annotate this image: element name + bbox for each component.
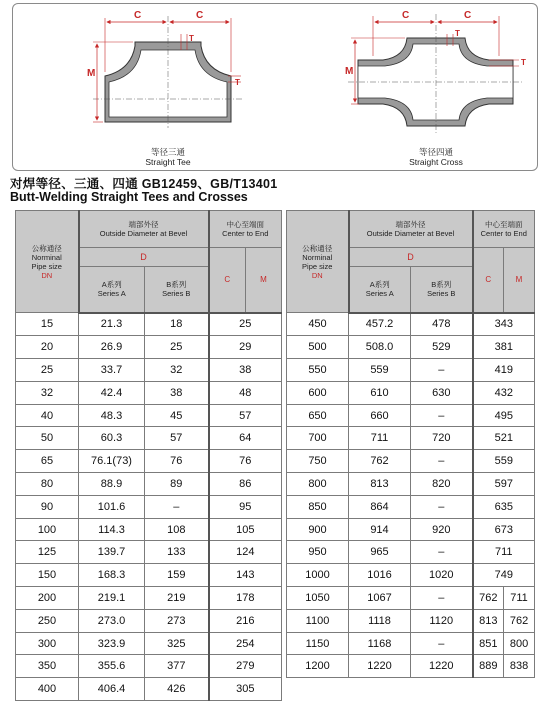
dn-cell: 125 [16,541,79,564]
cross-drawing [348,14,523,134]
center-to-end-cell: 143 [209,564,282,587]
center-to-end-cell: 29 [209,336,282,359]
series-b-cell: – [145,495,209,518]
table-row [16,404,282,427]
series-a-cell: 660 [349,404,411,427]
table-row [16,678,282,701]
series-b-cell: 1220 [411,655,473,678]
series-b-cell: 478 [411,313,473,336]
cross-dim-c-left: C [402,10,410,21]
dn-cell: 450 [287,313,349,336]
left-table-body [16,313,282,701]
table-row [16,495,282,518]
series-b-cell: 820 [411,473,473,496]
dn-cell: 400 [16,678,79,701]
series-b-cell: 325 [145,632,209,655]
m-header: M [246,248,282,313]
series-b-cell: 45 [145,404,209,427]
table-row [16,359,282,382]
m-cell: 762 [504,609,535,632]
cross-dim-m: M [345,66,354,77]
series-a-cell: 1118 [349,609,411,632]
spec-table-left [15,210,282,701]
center-to-end-cell: 521 [473,427,535,450]
tee-caption [118,147,218,167]
series-a-cell: 762 [349,450,411,473]
table-row [287,632,535,655]
c-header-right: C [473,248,504,313]
series-b-cell: – [411,632,473,655]
center-to-end-cell: 635 [473,495,535,518]
tee-dim-m: M [87,68,96,79]
dn-cell: 800 [287,473,349,496]
table-row [287,495,535,518]
series-a-cell: 1168 [349,632,411,655]
dn-cell: 20 [16,336,79,359]
series-a-cell: 60.3 [79,427,145,450]
dn-cell: 40 [16,404,79,427]
d-header-right: D [349,248,473,267]
series-b-cell: 1120 [411,609,473,632]
cte-header: 中心至端面 Center to End [209,211,282,248]
tee-caption-cn: 等径三通 [150,147,185,157]
table-row [16,609,282,632]
dn-cell: 200 [16,587,79,610]
right-table-body [287,313,535,678]
center-to-end-cell: 343 [473,313,535,336]
dn-cell: 600 [287,381,349,404]
center-to-end-cell: 495 [473,404,535,427]
series-a-cell: 1067 [349,587,411,610]
center-to-end-cell: 559 [473,450,535,473]
series-b-cell: 89 [145,473,209,496]
series-a-cell: 323.9 [79,632,145,655]
series-b-cell: 159 [145,564,209,587]
series-b-cell: 57 [145,427,209,450]
table-row [287,427,535,450]
table-row [16,564,282,587]
table-row [287,473,535,496]
table-row [16,336,282,359]
cte-header-right: 中心至端面 Center to End [473,211,535,248]
center-to-end-cell: 305 [209,678,282,701]
cross-caption-en: Straight Cross [409,157,463,167]
series-b-cell: 1020 [411,564,473,587]
c-cell: 813 [473,609,504,632]
series-a-cell: 139.7 [79,541,145,564]
tee-dim-c-right: C [196,10,204,21]
m-header-right: M [504,248,535,313]
series-a-cell: 1220 [349,655,411,678]
d-header: D [79,248,209,267]
dn-cell: 700 [287,427,349,450]
series-a-cell: 914 [349,518,411,541]
series-a-cell: 965 [349,541,411,564]
table-row [287,518,535,541]
center-to-end-cell: 254 [209,632,282,655]
series-a-cell: 355.6 [79,655,145,678]
dn-cell: 25 [16,359,79,382]
series-a-cell: 33.7 [79,359,145,382]
dn-cell: 650 [287,404,349,427]
dn-cell: 100 [16,518,79,541]
table-row [287,655,535,678]
c-cell: 889 [473,655,504,678]
center-to-end-cell: 38 [209,359,282,382]
spec-table-right [286,210,535,678]
dn-cell: 1100 [287,609,349,632]
dn-cell: 1000 [287,564,349,587]
center-to-end-cell: 76 [209,450,282,473]
series-a-header: A系列 Series A [79,267,145,313]
series-b-cell: – [411,587,473,610]
series-b-cell: 18 [145,313,209,336]
series-b-cell: 219 [145,587,209,610]
dn-cell: 1200 [287,655,349,678]
table-row [16,518,282,541]
tee-dim-t-side: T [235,78,240,87]
m-cell: 800 [504,632,535,655]
table-row [16,655,282,678]
m-cell: 838 [504,655,535,678]
table-row [16,473,282,496]
m-cell: 711 [504,587,535,610]
table-row [287,359,535,382]
dn-cell: 850 [287,495,349,518]
center-to-end-cell: 105 [209,518,282,541]
table-row [287,404,535,427]
cross-caption-cn: 等径四通 [418,147,453,157]
od-header-right: 端部外径 Outside Diameter at Bevel [349,211,473,248]
center-to-end-cell: 25 [209,313,282,336]
series-a-cell: 559 [349,359,411,382]
series-a-cell: 168.3 [79,564,145,587]
cross-caption [386,147,486,167]
series-a-cell: 864 [349,495,411,518]
table-row [287,336,535,359]
series-b-cell: – [411,450,473,473]
series-b-cell: 38 [145,381,209,404]
series-b-cell: 25 [145,336,209,359]
series-b-cell: 32 [145,359,209,382]
dn-cell: 550 [287,359,349,382]
c-cell: 762 [473,587,504,610]
dn-cell: 350 [16,655,79,678]
series-b-cell: – [411,495,473,518]
table-row [287,587,535,610]
center-to-end-cell: 711 [473,541,535,564]
table-row [287,609,535,632]
cross-dim-t-side: T [521,58,526,67]
center-to-end-cell: 216 [209,609,282,632]
dn-cell: 150 [16,564,79,587]
series-b-cell: 377 [145,655,209,678]
center-to-end-cell: 419 [473,359,535,382]
center-to-end-cell: 279 [209,655,282,678]
title-english: Butt-Welding Straight Tees and Crosses [10,190,248,204]
center-to-end-cell: 432 [473,381,535,404]
series-a-cell: 88.9 [79,473,145,496]
center-to-end-cell: 95 [209,495,282,518]
series-a-cell: 273.0 [79,609,145,632]
series-a-cell: 76.1(73) [79,450,145,473]
series-a-cell: 48.3 [79,404,145,427]
series-a-header-right: A系列 Series A [349,267,411,313]
table-row [287,541,535,564]
dn-cell: 300 [16,632,79,655]
series-b-cell: 108 [145,518,209,541]
series-a-cell: 406.4 [79,678,145,701]
dn-cell: 50 [16,427,79,450]
series-a-cell: 508.0 [349,336,411,359]
od-header: 端部外径 Outside Diameter at Bevel [79,211,209,248]
series-b-cell: – [411,541,473,564]
table-row [16,632,282,655]
series-b-cell: – [411,404,473,427]
c-cell: 851 [473,632,504,655]
series-a-cell: 711 [349,427,411,450]
dn-cell: 15 [16,313,79,336]
center-to-end-cell: 48 [209,381,282,404]
center-to-end-cell: 178 [209,587,282,610]
center-to-end-cell: 86 [209,473,282,496]
dn-cell: 750 [287,450,349,473]
series-b-cell: – [411,359,473,382]
c-header: C [209,248,246,313]
tee-drawing [93,16,243,128]
dn-cell: 250 [16,609,79,632]
series-b-header-right: B系列 Series B [411,267,473,313]
series-a-cell: 1016 [349,564,411,587]
series-a-cell: 813 [349,473,411,496]
series-a-cell: 610 [349,381,411,404]
table-row [287,450,535,473]
series-b-cell: 76 [145,450,209,473]
series-a-cell: 21.3 [79,313,145,336]
table-row [16,587,282,610]
tee-dim-t-top: T [189,34,194,43]
series-b-cell: 630 [411,381,473,404]
center-to-end-cell: 57 [209,404,282,427]
cross-dim-t-top: T [455,29,460,38]
series-a-cell: 219.1 [79,587,145,610]
table-row [16,381,282,404]
tee-dim-c-left: C [134,10,142,21]
table-row [16,541,282,564]
table-row [287,381,535,404]
series-a-cell: 26.9 [79,336,145,359]
dn-header-right: 公称通径 Norminal Pipe size DN [287,211,349,313]
dn-cell: 1050 [287,587,349,610]
dn-cell: 32 [16,381,79,404]
series-b-cell: 426 [145,678,209,701]
center-to-end-cell: 64 [209,427,282,450]
table-row [16,427,282,450]
drawing-panel [12,3,538,171]
series-b-cell: 273 [145,609,209,632]
series-b-header: B系列 Series B [145,267,209,313]
series-a-cell: 114.3 [79,518,145,541]
center-to-end-cell: 124 [209,541,282,564]
center-to-end-cell: 749 [473,564,535,587]
dn-cell: 80 [16,473,79,496]
title-chinese: 对焊等径、三通、四通 GB12459、GB/T13401 [10,177,278,191]
table-row [16,313,282,336]
tee-caption-en: Straight Tee [145,157,191,167]
dn-cell: 900 [287,518,349,541]
dn-header: 公称通径 Norminal Pipe size DN [16,211,79,313]
dn-cell: 90 [16,495,79,518]
series-b-cell: 133 [145,541,209,564]
table-row [287,564,535,587]
dn-cell: 1150 [287,632,349,655]
series-a-cell: 42.4 [79,381,145,404]
cross-dim-c-right: C [464,10,472,21]
series-b-cell: 720 [411,427,473,450]
table-row [16,450,282,473]
center-to-end-cell: 673 [473,518,535,541]
dn-cell: 65 [16,450,79,473]
center-to-end-cell: 381 [473,336,535,359]
series-a-cell: 457.2 [349,313,411,336]
dn-cell: 950 [287,541,349,564]
table-row [287,313,535,336]
center-to-end-cell: 597 [473,473,535,496]
series-b-cell: 920 [411,518,473,541]
series-a-cell: 101.6 [79,495,145,518]
dn-cell: 500 [287,336,349,359]
series-b-cell: 529 [411,336,473,359]
